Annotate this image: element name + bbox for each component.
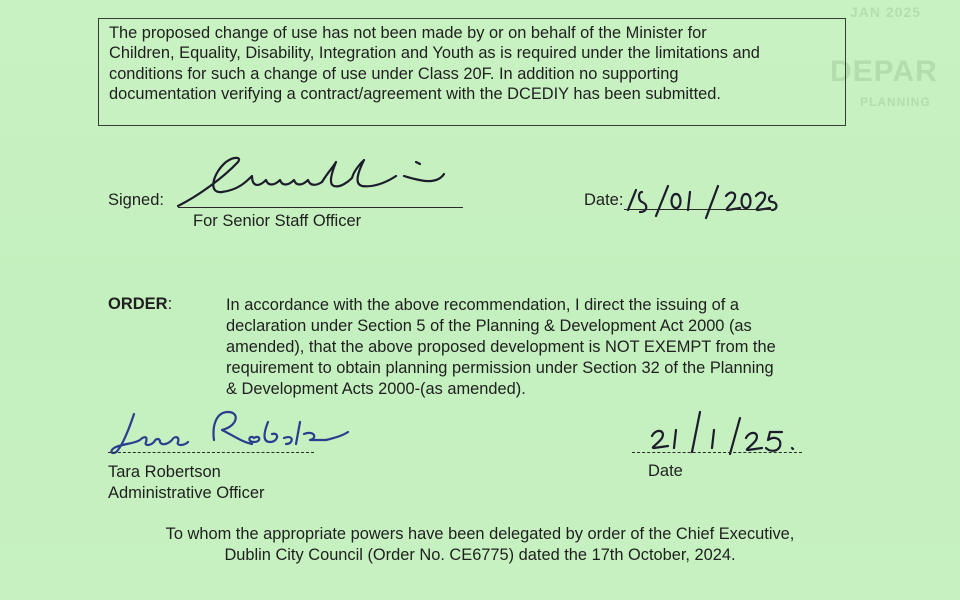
- notice-line: The proposed change of use has not been made by or on behalf of the Minister for: [109, 24, 707, 42]
- signature-line: [178, 207, 463, 208]
- signatory-name: Tara Robertson: [108, 463, 221, 481]
- order-line: amended), that the above proposed development is NOT EXEMPT from the: [226, 338, 776, 356]
- footer-line: To whom the appropriate powers have been delegated by order of the Chief Executive,: [165, 525, 795, 543]
- handwritten-signature-icon: [168, 152, 468, 214]
- signer-role: For Senior Staff Officer: [193, 212, 362, 230]
- date-line: [632, 452, 802, 453]
- signature-line: [108, 452, 314, 453]
- handwritten-date: [642, 408, 802, 458]
- order-label: [108, 295, 172, 314]
- signatory-title: Administrative Officer: [108, 484, 265, 502]
- date-line: [624, 209, 774, 210]
- handwritten-signature-icon: [104, 402, 354, 462]
- delegation-footer: [100, 524, 860, 566]
- date-label: Date:: [584, 191, 624, 209]
- order-line: & Development Acts 2000-(as amended).: [226, 380, 526, 398]
- footer-line: Dublin City Council (Order No. CE6775) dated the 17th October, 2024.: [224, 546, 736, 564]
- stamp-watermark-icon: JAN 2025 DEPAR PLANNING: [830, 4, 938, 109]
- handwritten-date: [622, 180, 782, 220]
- date-label: Date: [648, 462, 683, 480]
- signed-label: Signed:: [108, 191, 164, 209]
- notice-box: [98, 18, 846, 126]
- notice-line: documentation verifying a contract/agreement with the DCEDIY has been submitted.: [109, 85, 721, 104]
- order-label-colon: :: [167, 295, 173, 313]
- order-line: declaration under Section 5 of the Planning & Development Act 2000 (as: [226, 317, 752, 335]
- order-line: In accordance with the above recommendation, I direct the issuing of a: [226, 296, 739, 314]
- notice-line: Children, Equality, Disability, Integration and Youth as is required under the limitations and: [109, 44, 760, 63]
- order-label-text: ORDER: [108, 295, 168, 313]
- notice-line: conditions for such a change of use under Class 20F. In addition no supporting: [109, 64, 679, 83]
- order-text: [226, 295, 848, 400]
- signatory-block: [108, 462, 265, 504]
- order-line: requirement to obtain planning permission under Section 32 of the Planning: [226, 359, 774, 377]
